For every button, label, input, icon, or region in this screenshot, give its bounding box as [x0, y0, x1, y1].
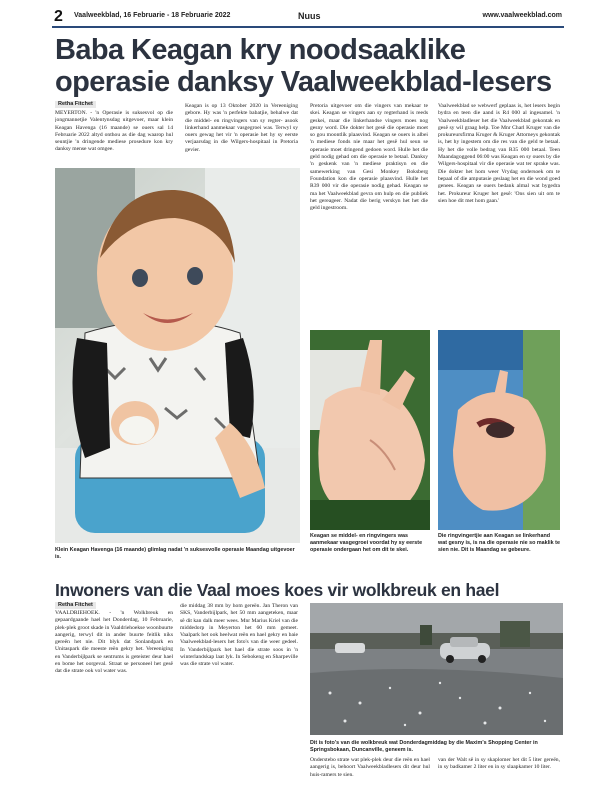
baby-photo: [55, 168, 300, 543]
baby-photo-illustration: [55, 168, 300, 543]
hail-storm-photo: [310, 603, 563, 735]
story2-byline: Retha Fitchet: [55, 602, 96, 609]
story1-column-4: Vaalweekblad se webwerf geplaas is, het lesers begin bydra en teen die aand is R4 000 al ingesamel. 'n Vaalweekbladleser het die Vaalweekblad gekontak en gesê sy wil graag help. Toe Mnr Charl Kruger van die prokureursfirma Kruger & Kruger Attorneys gekontak is, het hy ingestem om die res van die geld te betaal. Hy het die volle bedrag van R35 000 betaal. Teen Maandagoggend 06:00 was Keagan en sy ouers by die Wilgers-hospitaal vir die operasie wat ter sprake was. Die dokter het hom weer Vrydag ondersoek om te bepaal of die amputasie geslaag het en die wond goed genees. Keagan se ouers bedank almal wat bygedra het. Prokureur Kruger het gesê: 'Ons sien uit om te sien hoe dit met hom gaan.': [438, 103, 560, 204]
secondary-headline: Inwoners van die Vaal moes koes vir wolkbreuk en hael: [55, 580, 500, 600]
page-number: 2: [54, 8, 63, 25]
baby-photo-caption: Klein Keagan Havenga (16 maande) glimlag nadat 'n suksesvolle operasie Maandag uitgevoer is.: [55, 547, 295, 560]
story1-column-2: Keagan is op 13 Oktober 2020 in Vereeniging gebore. Hy was 'n perfekte babatjie, behalwe dat die middel- en ringvingers van sy regter- asook linkerhand aanmekaar vasgegroei was. Terwyl sy ouers gewag het vir 'n operasie het hy sy eerste verjaarsdag in die Wilgers-hospitaal in Pretoria gevier.: [185, 103, 298, 153]
story2-column-4: van der Walt sê in sy skaplomer het dit 5 liter gereën, in sy badkamer 2 liter en in sy slaapkamer 10 liter.: [438, 757, 560, 771]
hand-before-photo: [310, 330, 430, 530]
hand-after-illustration: [438, 330, 560, 530]
website-url[interactable]: www.vaalweekblad.com: [482, 12, 562, 19]
story1-column-3: Pretoria uitgevoer om die vingers van mekaar te skei. Keagan se vingers aan sy regterhand is reeds geskei, maar die linkerhandse vingers moes nog gesny word. Die dokter het gesê die operasie moet so gou moontlik plaasvind. Keagan se ouers is albei 'n mediese fonds nie maar het gesê hul seun se operasie moet dringend gedoen word. Hulle het die geld nodig gehad om die operasie te betaal. Danksy 'n geskenk van 'n mediese praktisyn en die samewerking van Gesi Monkey Boksberg Foundation kon die operasie plaasvind. Hulle het R39 000 vir die operasie nodig gehad. Keagan se ma het Vaalweekblad gevra om hulp en die publiek het gereageer. Nadat die berig verskyn het het die geld ingestroom.: [310, 103, 428, 212]
main-headline: [55, 34, 565, 98]
byline: Retha Fitchet: [55, 101, 96, 108]
story2-column-1: VAALDRIEHOEK. - 'n Wolkbreuk en gepaardgaande hael het Donderdag, 10 Februarie, plek-plek groot skade in Vaaldriehoekse woonbuurte aangerig, terwyl dit in ander buurte feitlik niks gereën het nie. Dit blyk dat Sonlandpark en Unitaspark die meeste reën gekry het. Vereeniging en Vanderbijlpark se sentrums is geteister deur hael en bome het oorgeval. Straat se personeel het gesê dat die strate ook vol water was.: [55, 610, 173, 675]
hail-photo-caption: Dit is foto's van die wolkbreuk wat Donderdagmiddag by die Maxim's Shopping Center in Springsbokaan, Duncanville, geneem is.: [310, 740, 538, 753]
story1-column-1: MEYERTON. - 'n Operasie is suksesvol op die jongmannetjie Valentynsdag uitgevoer, maar klein Keagan Havenga (16 maande) se ouers sal 14 Februarie 2022 altyd onthou as die dag waarop hul seuntjie 'n dringende mediese prosedure kon kry danksy mense wat omgee.: [55, 110, 173, 153]
headline-line1: Baba Keagan kry noodsaaklike: [55, 34, 466, 66]
section-label: Nuus: [298, 11, 321, 21]
hand-after-photo: [438, 330, 560, 530]
hail-storm-illustration: [310, 603, 563, 735]
story2-column-3: Onderstebo strate wat plek-plek deur die reën en hael aangerig is, behoort Vaalweekbladlesers dit deur hul huis-ramers te sien.: [310, 757, 430, 778]
hand-before-illustration: [310, 330, 430, 530]
story2-column-2: die middag 38 mm by hom gereën. Jan Theron van SKS, Vanderbijlpark, het 50 mm aangeteken, maar sê dit kan dalk meer wees. Mnr Marius Kriel van die middedorp in Meyerton het 60 mm gemeet. Vaalpark het ook heelwat reën en hael gekry en baie Vaalweekblad-lesers het foto's van die weer gedeel. In Vanderbijlpark het hael die strate soos in 'n winterlandskap laat lyk. In Sebokeng en Sharpeville was die strate vol water.: [180, 603, 298, 668]
page-header: [52, 8, 564, 28]
hand-before-caption: Keagan se middel- en ringvingers was aanmekaar vasgegroei voordat hy sy eerste operasie ondergaan het om dit te skei.: [310, 533, 423, 553]
issue-date: Vaalweekblad, 16 Februarie - 18 Februarie 2022: [74, 12, 231, 19]
headline-line2: operasie danksy Vaalweekblad-lesers: [55, 66, 552, 98]
hand-after-caption: Die ringvingertjie aan Keagan se linkerhand wat gesny is, is na die operasie nie so maklik te sien nie. Dit is Maandag se gebeure.: [438, 533, 560, 553]
